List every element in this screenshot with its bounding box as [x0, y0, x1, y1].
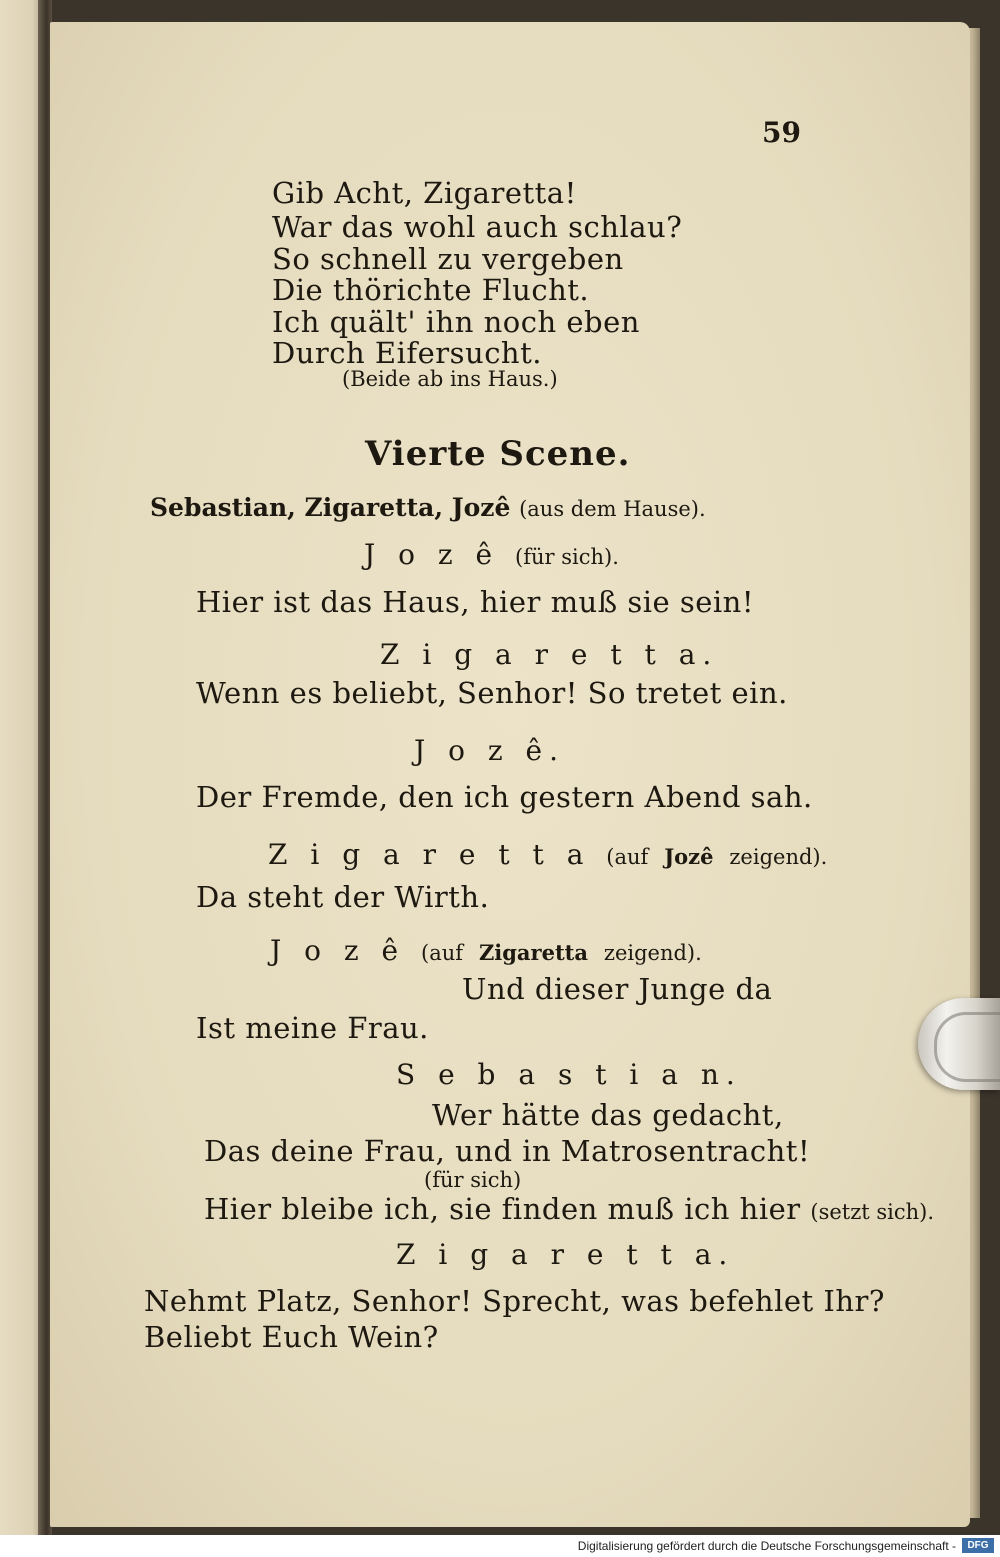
- dfg-logo: DFG: [962, 1538, 994, 1553]
- speaker-heading: [270, 934, 702, 967]
- dialogue-line: Nehmt Platz, Senhor! Sprecht, was befehlet Ihr?: [144, 1284, 885, 1318]
- stage-direction: zeigend).: [603, 941, 702, 965]
- dialogue-line: Beliebt Euch Wein?: [144, 1320, 439, 1354]
- stage-direction: (für sich).: [515, 545, 619, 569]
- scene-title: Vierte Scene.: [365, 434, 631, 474]
- metal-page-clip: [918, 998, 1000, 1090]
- stage-direction: (auf: [421, 941, 464, 965]
- speaker-name: Z i g a r e t t a: [268, 838, 591, 871]
- speaker-name: Z i g a r e t t a.: [396, 1238, 735, 1271]
- verse-line: Ich quält' ihn noch eben: [272, 305, 640, 339]
- dialogue-line: Wenn es beliebt, Senhor! So tretet ein.: [196, 676, 788, 710]
- stage-direction: zeigend).: [729, 845, 828, 869]
- stage-direction-name: Zigaretta: [478, 940, 588, 965]
- verse-line: Gib Acht, Zigaretta!: [272, 176, 577, 210]
- stage-direction: (auf: [606, 845, 649, 869]
- footer-credit: Digitalisierung gefördert durch die Deutsche Forschungsgemeinschaft -: [577, 1539, 956, 1553]
- speaker-heading: [364, 538, 619, 571]
- verse-line: So schnell zu vergeben: [272, 242, 624, 276]
- speaker-name: J o z ê.: [414, 734, 566, 767]
- dialogue-line: Da steht der Wirth.: [196, 880, 490, 914]
- page-number: 59: [762, 116, 801, 149]
- cast-list: [150, 493, 706, 522]
- stage-direction-name: Jozê: [664, 844, 714, 869]
- speaker-name: S e b a s t i a n.: [396, 1058, 742, 1091]
- dialogue-line: Und dieser Junge da: [462, 972, 773, 1006]
- verse-line: Durch Eifersucht.: [272, 336, 542, 370]
- stage-direction: (setzt sich).: [810, 1200, 935, 1224]
- dialogue-line: Das deine Frau, und in Matrosentracht!: [204, 1134, 811, 1168]
- verse-line: War das wohl auch schlau?: [272, 210, 683, 244]
- dialogue-line: Hier ist das Haus, hier muß sie sein!: [196, 585, 755, 619]
- speaker-name: Z i g a r e t t a.: [380, 638, 719, 671]
- dialogue-line: [204, 1192, 934, 1226]
- dialogue-line: Der Fremde, den ich gestern Abend sah.: [196, 780, 813, 814]
- verse-line: Die thörichte Flucht.: [272, 273, 590, 307]
- stage-direction-exit: (Beide ab ins Haus.): [342, 367, 558, 391]
- dialogue-line: Wer hätte das gedacht,: [432, 1098, 784, 1132]
- speaker-name: J o z ê: [270, 934, 406, 967]
- dialogue-line: Ist meine Frau.: [196, 1011, 429, 1045]
- stage-direction-aside: (für sich): [424, 1168, 522, 1192]
- dialogue-text: Hier bleibe ich, sie finden muß ich hier: [204, 1192, 801, 1226]
- cast-names: Sebastian, Zigaretta, Jozê: [150, 493, 511, 522]
- speaker-name: J o z ê: [364, 538, 500, 571]
- speaker-heading: [268, 838, 827, 871]
- cast-note: (aus dem Hause).: [519, 497, 706, 521]
